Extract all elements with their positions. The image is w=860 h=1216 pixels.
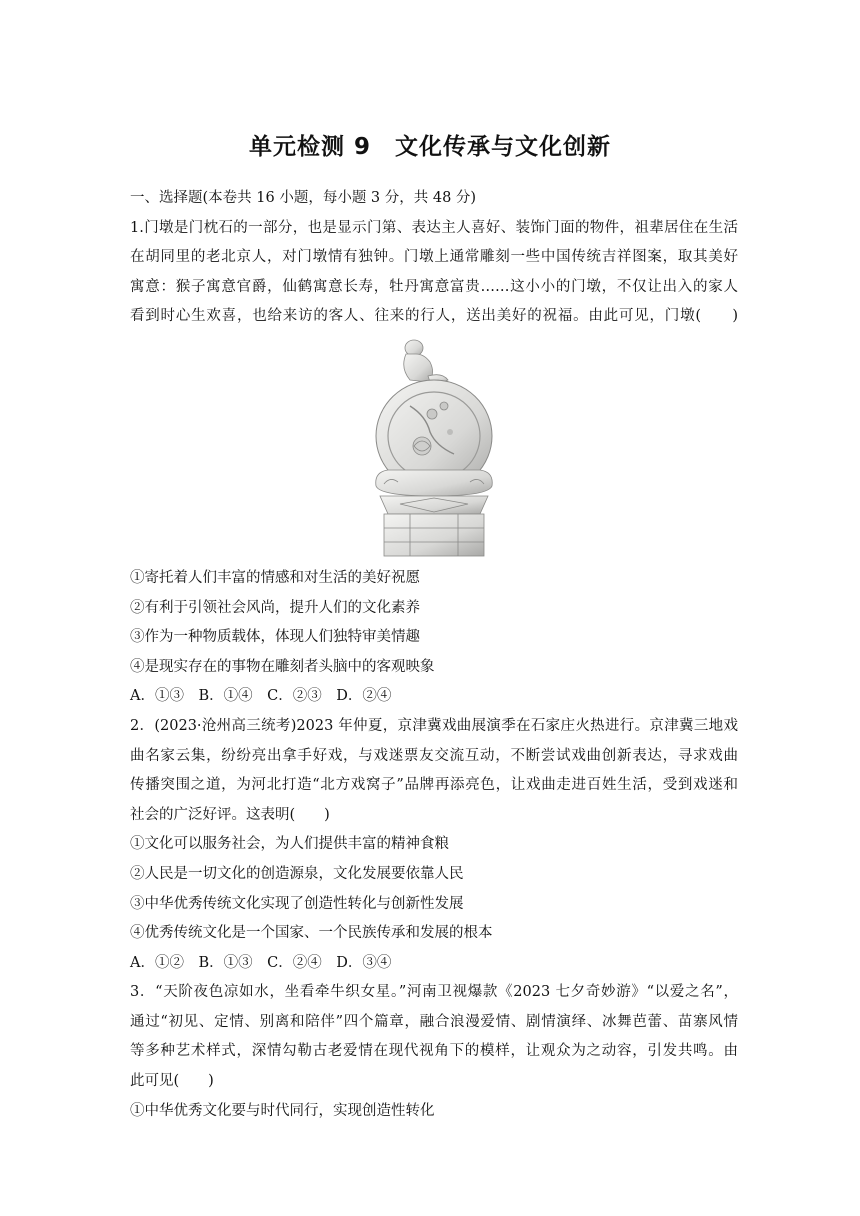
door-pier-figure [130, 332, 738, 564]
statement-4: ④是现实存在的事物在雕刻者头脑中的客观映象 [130, 658, 435, 675]
monkey-carving [404, 340, 448, 383]
door-pier-stone-image [370, 336, 498, 558]
question-stem-line: 寓意：猴子寓意官爵，仙鹤寓意长寿，牡丹寓意富贵……这小小的门墩，不仅让出入的家人 [130, 278, 738, 295]
page-title: 单元检测 9 文化传承与文化创新 [248, 134, 611, 160]
question-stem-line: 社会的广泛好评。这表明( ) [130, 806, 330, 823]
answer-options: A．①② B．①③ C．②④ D．③④ [130, 954, 392, 971]
question-stem-line: 传播突围之道，为河北打造“北方戏窝子”品牌再添亮色，让戏曲走进百姓生活，受到戏迷和 [130, 777, 738, 794]
question-stem-line: 在胡同里的老北京人，对门墩情有独钟。门墩上通常雕刻一些中国传统吉祥图案，取其美好 [130, 249, 738, 266]
statement-1: ①文化可以服务社会，为人们提供丰富的精神食粮 [130, 836, 449, 853]
question-stem-line: 此可见( ) [130, 1073, 214, 1090]
statement-2: ②有利于引领社会风尚，提升人们的文化素养 [130, 599, 420, 616]
cushion-carving [376, 470, 493, 496]
question-stem-line: 等多种艺术样式，深情勾勒古老爱情在现代视角下的模样，让观众为之动容，引发共鸣。由 [130, 1043, 738, 1060]
question-stem-line: 1.门墩是门枕石的一部分，也是显示门第、表达主人喜好、装饰门面的物件，祖辈居住在生活 [130, 219, 738, 236]
question-1 [130, 214, 738, 712]
statement-3: ③中华优秀传统文化实现了创造性转化与创新性发展 [130, 895, 464, 912]
statement-3: ③作为一种物质载体，体现人们独特审美情趣 [130, 629, 420, 646]
base-carving [380, 496, 488, 556]
section-heading: 一、选择题(本卷共 16 小题，每小题 3 分，共 48 分) [130, 190, 477, 206]
question-stem-line: 2．(2023·沧州高三统考)2023 年仲夏，京津冀戏曲展演季在石家庄火热进行。京津冀三地戏 [130, 717, 738, 734]
question-stem-line: 曲名家云集，纷纷亮出拿手好戏，与戏迷票友交流互动，不断尝试戏曲创新表达，寻求戏曲 [130, 747, 738, 764]
statement-1: ①中华优秀文化要与时代同行，实现创造性转化 [130, 1102, 435, 1119]
question-stem-line: 看到时心生欢喜，也给来访的客人、往来的行人，送出美好的祝福。由此可见，门墩( ) [130, 308, 738, 325]
statement-1: ①寄托着人们丰富的情感和对生活的美好祝愿 [130, 569, 420, 586]
answer-options: A．①③ B．①④ C．②③ D．②④ [130, 688, 392, 705]
exam-content [130, 184, 738, 1126]
question-stem-line: 通过“初见、定情、别离和陪伴”四个篇章，融合浪漫爱情、剧情演绎、冰舞芭蕾、苗寨风情 [130, 1013, 738, 1030]
statement-2: ②人民是一切文化的创造源泉，文化发展要依靠人民 [130, 865, 464, 882]
question-stem-line: 3．“天阶夜色凉如水，坐看牵牛织女星。”河南卫视爆款《2023 七夕奇妙游》“以爱之名”， [130, 984, 738, 1001]
question-2 [130, 712, 738, 978]
question-3 [130, 978, 738, 1126]
statement-4: ④优秀传统文化是一个国家、一个民族传承和发展的根本 [130, 925, 493, 942]
